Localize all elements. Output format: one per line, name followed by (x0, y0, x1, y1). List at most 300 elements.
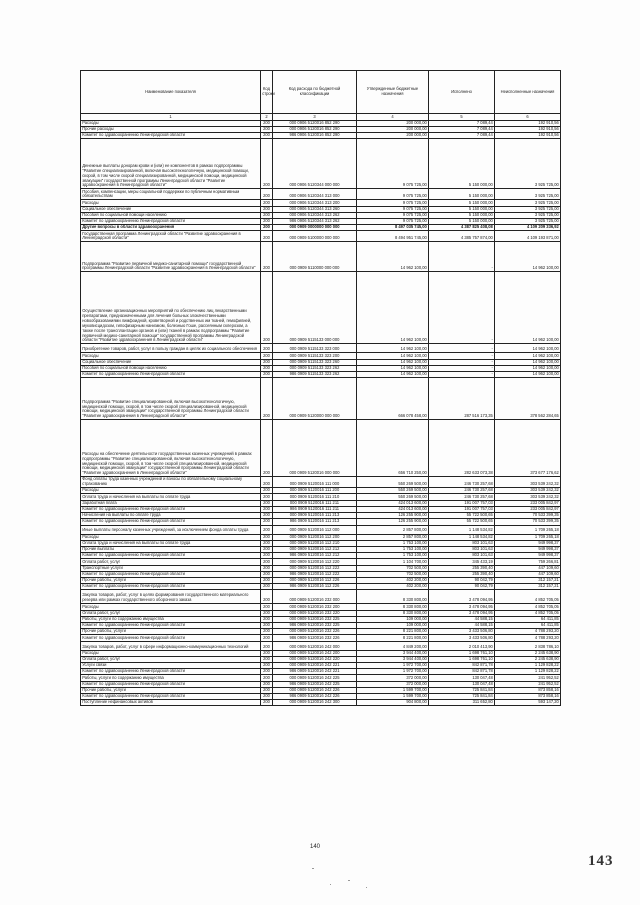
row-unexecuted-cell: 192 910,56 (495, 126, 561, 132)
row-budget-code-cell: 000 0909 5120016 111 211 (273, 500, 357, 506)
row-approved-cell: 550 269 500,00 (357, 494, 429, 500)
row-name-cell: Комитет по здравоохранению Ленинградской области (81, 133, 261, 139)
row-executed-cell: - (429, 272, 495, 344)
row-approved-cell: 109 000,00 (357, 622, 429, 628)
row-line-code-cell: 200 (261, 571, 273, 577)
row-unexecuted-cell: 14 962 100,00 (495, 372, 561, 378)
row-approved-cell: 8 330 800,00 (357, 604, 429, 610)
row-budget-code-cell: 000 0909 5120016 112 000 (273, 525, 357, 534)
row-approved-cell: 14 962 100,00 (357, 353, 429, 359)
row-line-code-cell: 200 (261, 378, 273, 420)
row-unexecuted-cell: 64 411,85 (495, 622, 561, 628)
row-executed-cell: 44 588,15 (429, 622, 495, 628)
row-executed-cell: 191 007 757,03 (429, 506, 495, 512)
row-unexecuted-cell: 1 129 828,22 (495, 669, 561, 675)
row-executed-cell: 3 478 094,95 (429, 590, 495, 604)
row-name-cell: Приобретение товаров, работ, услуг в пользу граждан в целях их социального обеспечения (81, 344, 261, 353)
row-executed-cell: - (429, 365, 495, 371)
row-executed-cell: 7 089,44 (429, 133, 495, 139)
row-unexecuted-cell: 4 852 705,05 (495, 604, 561, 610)
row-name-cell: Пособия, компенсации, меры социальной поддержки по публичным нормативным обязательствам (81, 189, 261, 200)
row-name-cell: Оплата труда и начисления на выплаты по оплате труда (81, 540, 261, 546)
row-unexecuted-cell: 447 109,60 (495, 565, 561, 571)
row-name-cell: Комитет по здравоохранению Ленинградской области (81, 681, 261, 687)
row-budget-code-cell: 000 0906 5120344 000 000 (273, 139, 357, 189)
table-row (81, 231, 561, 242)
row-approved-cell: 1 599 700,00 (357, 693, 429, 699)
row-budget-code-cell: 000 0909 5100000 000 000 (273, 231, 357, 242)
row-unexecuted-cell: 14 962 100,00 (495, 272, 561, 344)
row-name-cell: Расходы (81, 488, 261, 494)
row-unexecuted-cell: 14 962 100,00 (495, 365, 561, 371)
row-line-code-cell: 200 (261, 610, 273, 616)
table-row (81, 378, 561, 420)
row-executed-cell: 130 047,48 (429, 675, 495, 681)
row-line-code-cell: 200 (261, 139, 273, 189)
row-budget-code-cell: 000 0909 5120016 242 220 (273, 656, 357, 662)
row-executed-cell: 3 433 506,80 (429, 635, 495, 641)
row-name-cell: Заработная плата (81, 500, 261, 506)
row-line-code-cell: 200 (261, 372, 273, 378)
row-name-cell: Фонд оплаты труда казенных учреждений и взносы по обязательному социальному страхованию (81, 477, 261, 488)
row-executed-cell: 842 871,78 (429, 662, 495, 668)
row-approved-cell: 126 255 900,00 (357, 513, 429, 519)
row-approved-cell: 126 255 900,00 (357, 519, 429, 525)
row-executed-cell: 246 730 257,68 (429, 477, 495, 488)
row-unexecuted-cell: 3 925 725,00 (495, 219, 561, 225)
row-approved-cell: 1 753 100,00 (357, 546, 429, 552)
row-approved-cell: 550 269 500,00 (357, 488, 429, 494)
row-executed-cell: 1 148 534,82 (429, 525, 495, 534)
row-unexecuted-cell: 4 852 705,05 (495, 610, 561, 616)
row-executed-cell: 7 089,44 (429, 126, 495, 132)
row-name-cell: Комитет по здравоохранению Ленинградской области (81, 635, 261, 641)
row-budget-code-cell: 000 0909 5120016 112 222 (273, 565, 357, 571)
row-executed-cell: 1 698 761,10 (429, 650, 495, 656)
row-budget-code-cell: 000 0909 5120016 112 226 (273, 577, 357, 583)
row-executed-cell: - (429, 242, 495, 272)
table-row (81, 635, 561, 641)
row-line-code-cell: 200 (261, 206, 273, 212)
row-executed-cell: 803 101,63 (429, 553, 495, 559)
row-name-cell: Расходы (81, 200, 261, 206)
row-unexecuted-cell: 70 533 399,35 (495, 513, 561, 519)
row-name-cell: Комитет по здравоохранению Ленинградской области (81, 506, 261, 512)
row-budget-code-cell: 000 0909 5120016 242 225 (273, 675, 357, 681)
row-unexecuted-cell: 378 562 284,65 (495, 378, 561, 420)
row-budget-code-cell: 000 0909 5120016 242 000 (273, 641, 357, 650)
row-name-cell: Расходы (81, 534, 261, 540)
row-name-cell: Расходы (81, 353, 261, 359)
row-budget-code-cell: 000 0906 5120344 313 262 (273, 212, 357, 218)
row-approved-cell: 8 330 800,00 (357, 590, 429, 604)
row-line-code-cell: 200 (261, 656, 273, 662)
row-executed-cell: 7 089,44 (429, 120, 495, 126)
row-line-code-cell: 200 (261, 693, 273, 699)
row-unexecuted-cell: 1 709 265,18 (495, 525, 561, 534)
table-body (81, 120, 561, 706)
row-line-code-cell: 200 (261, 488, 273, 494)
row-budget-code-cell: 986 0909 5120016 111 213 (273, 519, 357, 525)
row-unexecuted-cell: 312 157,21 (495, 584, 561, 590)
row-budget-code-cell: 986 0909 5120016 111 211 (273, 506, 357, 512)
row-name-cell: Социальное обеспечение (81, 359, 261, 365)
row-line-code-cell: 200 (261, 650, 273, 656)
row-approved-cell: 200 000,00 (357, 120, 429, 126)
budget-table (80, 70, 561, 706)
row-unexecuted-cell: 4 109 209 336,92 (495, 225, 561, 231)
row-line-code-cell: 200 (261, 546, 273, 552)
row-approved-cell: 402 200,00 (357, 584, 429, 590)
table-header-row (81, 71, 561, 114)
row-name-cell: Комитет по здравоохранению Ленинградской области (81, 693, 261, 699)
page-number: 140 (310, 844, 321, 850)
row-budget-code-cell: 986 0909 5120016 242 221 (273, 669, 357, 675)
row-executed-cell: 803 101,63 (429, 546, 495, 552)
row-name-cell: Комитет по здравоохранению Ленинградской области (81, 372, 261, 378)
row-line-code-cell: 200 (261, 242, 273, 272)
row-executed-cell: - (429, 344, 495, 353)
row-line-code-cell: 200 (261, 559, 273, 565)
row-unexecuted-cell: 4 852 705,05 (495, 590, 561, 604)
row-line-code-cell: 200 (261, 519, 273, 525)
row-name-cell: Осуществление организационных мероприятий по обеспечению лиц лекарственными препаратами, предназначенными для лечения больных злокачественными новообразованиями лимфоидной, кроветворной и родственных им тканей, гемофилией, муковисцидозом, гипофизарным нанизмом, болезнью Гоше, рассеянным склерозом, а также после трансплантации органов и (или) тканей в рамках подпрограммы "Развитие первичной медико-санитарной помощи" государственной программы Ленинградской области "Развитие здравоохранения в Ленинградской области" (81, 272, 261, 344)
row-approved-cell: 9 075 725,00 (357, 219, 429, 225)
row-name-cell: Оплата работ, услуг (81, 559, 261, 565)
row-budget-code-cell: 000 0909 5120016 000 000 (273, 420, 357, 477)
row-name-cell: Комитет по здравоохранению Ленинградской области (81, 219, 261, 225)
row-name-cell: Пособия по социальной помощи населению (81, 212, 261, 218)
row-unexecuted-cell: 2 245 638,90 (495, 656, 561, 662)
row-unexecuted-cell: 2 838 786,10 (495, 641, 561, 650)
row-budget-code-cell: 000 0909 5120016 232 000 (273, 590, 357, 604)
row-line-code-cell: 200 (261, 120, 273, 126)
row-approved-cell: 424 013 600,00 (357, 500, 429, 506)
row-name-cell: Комитет по здравоохранению Ленинградской области (81, 571, 261, 577)
row-name-cell: Поступление нефинансовых активов (81, 700, 261, 706)
row-executed-cell: 90 042,79 (429, 577, 495, 583)
row-line-code-cell: 200 (261, 700, 273, 706)
row-budget-code-cell: 000 0909 5120016 232 225 (273, 616, 357, 622)
row-executed-cell: 3 433 506,80 (429, 629, 495, 635)
row-name-cell: Комитет по здравоохранению Ленинградской области (81, 669, 261, 675)
row-executed-cell: 842 871,78 (429, 669, 495, 675)
row-executed-cell: - (429, 359, 495, 365)
row-approved-cell: 9 075 725,00 (357, 200, 429, 206)
row-name-cell: Комитет по здравоохранению Ленинградской области (81, 553, 261, 559)
row-approved-cell: 904 800,00 (357, 700, 429, 706)
row-executed-cell: 5 150 000,00 (429, 189, 495, 200)
row-unexecuted-cell: 949 998,37 (495, 540, 561, 546)
row-unexecuted-cell: 303 539 242,32 (495, 494, 561, 500)
row-budget-code-cell: 000 0909 5120016 112 210 (273, 540, 357, 546)
header-line-code: Код строки (261, 71, 273, 114)
row-line-code-cell: 200 (261, 616, 273, 622)
row-budget-code-cell: 986 0909 5120016 242 225 (273, 681, 357, 687)
column-index: 4 (357, 114, 429, 120)
row-budget-code-cell: 986 0909 5120016 232 226 (273, 635, 357, 641)
row-executed-cell: 803 101,63 (429, 540, 495, 546)
row-name-cell: Закупка товаров, работ, услуг в целях формирования государственного материального резерва или рамках государственного оборонного заказа (81, 590, 261, 604)
row-budget-code-cell: 986 0909 5120016 112 212 (273, 553, 357, 559)
row-approved-cell: 666 078 458,00 (357, 378, 429, 420)
row-line-code-cell: 200 (261, 604, 273, 610)
row-line-code-cell: 200 (261, 219, 273, 225)
scan-speck (330, 884, 331, 885)
row-approved-cell: 200 000,00 (357, 126, 429, 132)
table-row (81, 641, 561, 650)
row-executed-cell: - (429, 372, 495, 378)
row-unexecuted-cell: 64 411,85 (495, 616, 561, 622)
row-budget-code-cell: 000 0909 5115133 323 260 (273, 359, 357, 365)
row-executed-cell: 282 633 073,38 (429, 420, 495, 477)
row-unexecuted-cell: 70 533 399,35 (495, 519, 561, 525)
row-name-cell: Оплата работ, услуг (81, 656, 261, 662)
row-unexecuted-cell: 14 962 100,00 (495, 359, 561, 365)
row-line-code-cell: 200 (261, 687, 273, 693)
row-line-code-cell: 200 (261, 622, 273, 628)
row-unexecuted-cell: 593 147,20 (495, 700, 561, 706)
row-unexecuted-cell: 873 858,16 (495, 687, 561, 693)
row-name-cell: Другие вопросы в области здравоохранения (81, 225, 261, 231)
row-budget-code-cell: 000 0909 5115133 323 262 (273, 365, 357, 371)
row-approved-cell: 1 972 700,00 (357, 662, 429, 668)
row-unexecuted-cell: 3 925 725,00 (495, 139, 561, 189)
row-budget-code-cell: 000 0906 5120344 313 200 (273, 200, 357, 206)
row-line-code-cell: 200 (261, 344, 273, 353)
archive-stamp-number: 143 (588, 853, 614, 869)
table-row (81, 525, 561, 534)
row-approved-cell: 14 962 100,00 (357, 344, 429, 353)
row-unexecuted-cell: 4 788 293,20 (495, 629, 561, 635)
row-budget-code-cell: 000 0909 5120016 112 200 (273, 534, 357, 540)
row-executed-cell: 345 433,19 (429, 559, 495, 565)
column-index: 3 (273, 114, 357, 120)
row-executed-cell: 4 385 757 874,00 (429, 231, 495, 242)
row-name-cell: Работы, услуги по содержанию имущества (81, 616, 261, 622)
row-approved-cell: 8 497 035 745,00 (357, 225, 429, 231)
row-approved-cell: 1 104 700,00 (357, 559, 429, 565)
row-approved-cell: 8 221 800,00 (357, 629, 429, 635)
row-budget-code-cell: 000 0909 5120016 112 220 (273, 559, 357, 565)
row-approved-cell: 8 494 951 745,00 (357, 231, 429, 242)
row-line-code-cell: 200 (261, 126, 273, 132)
row-approved-cell: 1 753 100,00 (357, 540, 429, 546)
row-approved-cell: 4 849 200,00 (357, 641, 429, 650)
row-line-code-cell: 200 (261, 353, 273, 359)
table-row (81, 189, 561, 200)
row-budget-code-cell: 000 0909 5120016 242 200 (273, 650, 357, 656)
row-unexecuted-cell: 14 962 100,00 (495, 242, 561, 272)
row-executed-cell: 246 730 257,68 (429, 494, 495, 500)
row-approved-cell: 1 599 700,00 (357, 687, 429, 693)
row-line-code-cell: 200 (261, 200, 273, 206)
row-unexecuted-cell: 241 952,52 (495, 675, 561, 681)
row-line-code-cell: 200 (261, 577, 273, 583)
row-name-cell: Оплата работ, услуг (81, 610, 261, 616)
row-name-cell: Подпрограмма "Развитие первичной медико-санитарной помощи" государственной программы Ленинградской области "Развитие здравоохранения в Ленинградской области" (81, 242, 261, 272)
row-budget-code-cell: 000 0909 5120016 232 200 (273, 604, 357, 610)
row-line-code-cell: 200 (261, 212, 273, 218)
table-row (81, 225, 561, 231)
row-approved-cell: 550 269 500,00 (357, 477, 429, 488)
row-executed-cell: - (429, 353, 495, 359)
row-unexecuted-cell: 4 788 293,20 (495, 635, 561, 641)
row-line-code-cell: 200 (261, 675, 273, 681)
row-unexecuted-cell: 447 109,60 (495, 571, 561, 577)
row-name-cell: Расходы (81, 120, 261, 126)
row-name-cell: Транспортные услуги (81, 565, 261, 571)
row-name-cell: Работы, услуги по содержанию имущества (81, 675, 261, 681)
header-budget-code: Код расхода по бюджетной классификации (273, 71, 357, 114)
row-executed-cell: 191 007 757,03 (429, 500, 495, 506)
row-unexecuted-cell: 233 005 842,97 (495, 506, 561, 512)
row-approved-cell: 1 972 700,00 (357, 669, 429, 675)
row-name-cell: Расходы на обеспечение деятельности государственных казенных учреждений в рамках подпрограммы "Развитие специализированной, включая высокотехнологичную, медицинской помощи, скорой, в том числе скорой специализированной, медицинской помощи, медицинской эвакуации" государственной программы Ленинградской области "Развитие здравоохранения в Ленинградской области" (81, 420, 261, 477)
row-budget-code-cell: 000 0906 5120016 852 290 (273, 126, 357, 132)
row-name-cell: Денежные выплаты донорам крови и (или) ее компонентов в рамках подпрограммы "Развитие специализированной, включая высокотехнологичную, медицинской помощи, скорой, в том числе скорой специализированной, медицинской помощи, медицинской эвакуации" государственной программы Ленинградской области "Развитие здравоохранения в Ленинградской области" (81, 139, 261, 189)
row-executed-cell: 55 722 500,65 (429, 513, 495, 519)
scan-speck (312, 868, 314, 869)
row-executed-cell: 725 841,84 (429, 687, 495, 693)
row-executed-cell: 255 390,40 (429, 565, 495, 571)
row-name-cell: Государственная программа Ленинградской области "Развитие здравоохранения в Ленинградской области" (81, 231, 261, 242)
row-executed-cell: 311 652,80 (429, 700, 495, 706)
row-budget-code-cell: 000 0909 5115133 000 000 (273, 272, 357, 344)
row-line-code-cell: 200 (261, 225, 273, 231)
row-line-code-cell: 200 (261, 231, 273, 242)
row-unexecuted-cell: 1 129 828,22 (495, 662, 561, 668)
row-budget-code-cell: 000 0909 5120016 112 212 (273, 546, 357, 552)
row-executed-cell: 5 150 000,00 (429, 212, 495, 218)
row-executed-cell: 246 730 257,68 (429, 488, 495, 494)
row-budget-code-cell: 000 0909 5110000 000 000 (273, 242, 357, 272)
row-budget-code-cell: 986 0909 5120016 232 225 (273, 622, 357, 628)
row-name-cell: Расходы (81, 650, 261, 656)
row-unexecuted-cell: 233 005 842,97 (495, 500, 561, 506)
table-row (81, 139, 561, 189)
row-unexecuted-cell: 241 952,52 (495, 681, 561, 687)
row-approved-cell: 9 075 725,00 (357, 139, 429, 189)
row-unexecuted-cell: 303 539 242,32 (495, 477, 561, 488)
row-line-code-cell: 200 (261, 629, 273, 635)
row-name-cell: Прочие расходы (81, 126, 261, 132)
table-row (81, 669, 561, 675)
row-name-cell: Пособия по социальной помощи населению (81, 365, 261, 371)
row-name-cell: Прочие работы, услуги (81, 687, 261, 693)
column-index: 5 (429, 114, 495, 120)
row-unexecuted-cell: 4 109 193 871,00 (495, 231, 561, 242)
row-line-code-cell: 200 (261, 420, 273, 477)
row-line-code-cell: 200 (261, 681, 273, 687)
row-budget-code-cell: 000 0909 0000000 000 000 (273, 225, 357, 231)
row-approved-cell: 372 000,00 (357, 675, 429, 681)
row-name-cell: Начисления на выплаты по оплате труда (81, 513, 261, 519)
header-executed: Исполнено (429, 71, 495, 114)
row-budget-code-cell: 000 0909 5115133 323 000 (273, 344, 357, 353)
row-line-code-cell: 200 (261, 513, 273, 519)
row-approved-cell: 9 075 725,00 (357, 189, 429, 200)
row-budget-code-cell: 000 0906 5120344 313 000 (273, 189, 357, 200)
row-name-cell: Социальное обеспечение (81, 206, 261, 212)
row-budget-code-cell: 000 0909 5115133 323 200 (273, 353, 357, 359)
row-line-code-cell: 200 (261, 494, 273, 500)
row-approved-cell: 372 000,00 (357, 681, 429, 687)
row-approved-cell: 3 944 400,00 (357, 656, 429, 662)
row-budget-code-cell: 000 0909 5120016 111 000 (273, 477, 357, 488)
row-name-cell: Прочие выплаты (81, 546, 261, 552)
header-name: Наименование показателя (81, 71, 261, 114)
row-budget-code-cell: 000 0906 5120016 852 290 (273, 120, 357, 126)
row-unexecuted-cell: 373 677 176,62 (495, 420, 561, 477)
row-executed-cell: 4 387 825 408,08 (429, 225, 495, 231)
row-approved-cell: 14 962 100,00 (357, 359, 429, 365)
row-executed-cell: 287 516 173,35 (429, 378, 495, 420)
table-row (81, 344, 561, 353)
row-executed-cell: 1 148 534,82 (429, 534, 495, 540)
row-line-code-cell: 200 (261, 272, 273, 344)
row-budget-code-cell: 000 0909 5120016 242 221 (273, 662, 357, 668)
row-budget-code-cell: 986 0909 5115133 323 262 (273, 372, 357, 378)
row-executed-cell: 5 150 000,00 (429, 219, 495, 225)
row-name-cell: Прочие работы, услуги (81, 577, 261, 583)
row-budget-code-cell: 986 0909 5120016 112 226 (273, 584, 357, 590)
row-name-cell: Комитет по здравоохранению Ленинградской области (81, 519, 261, 525)
row-unexecuted-cell: 312 157,21 (495, 577, 561, 583)
row-approved-cell: 14 962 100,00 (357, 272, 429, 344)
row-approved-cell: 402 200,00 (357, 577, 429, 583)
row-executed-cell: 1 698 761,10 (429, 656, 495, 662)
row-unexecuted-cell: 3 925 725,00 (495, 212, 561, 218)
row-approved-cell: 656 710 250,00 (357, 420, 429, 477)
table-row (81, 519, 561, 525)
row-name-cell: Услуги связи (81, 662, 261, 668)
row-line-code-cell: 200 (261, 553, 273, 559)
row-line-code-cell: 200 (261, 635, 273, 641)
row-line-code-cell: 200 (261, 477, 273, 488)
row-unexecuted-cell: 949 998,37 (495, 546, 561, 552)
row-name-cell: Иные выплаты персоналу казенных учреждений, за исключением фонда оплаты труда (81, 525, 261, 534)
scan-speck (348, 880, 350, 881)
row-budget-code-cell: 000 0909 5120016 232 226 (273, 629, 357, 635)
row-executed-cell: 3 478 094,95 (429, 610, 495, 616)
row-budget-code-cell: 000 0909 5120016 242 226 (273, 687, 357, 693)
row-executed-cell: 3 478 094,95 (429, 604, 495, 610)
row-budget-code-cell: 000 0909 5120000 000 000 (273, 378, 357, 420)
row-name-cell: Подпрограмма "Развитие специализированной, включая высокотехнологичную, медицинской помощи, скорой, в том числе скорой специализированной, медицинской помощи, медицинской эвакуации" государственной программы Ленинградской области "Развитие здравоохранения в Ленинградской области" (81, 378, 261, 420)
row-unexecuted-cell: 873 858,16 (495, 693, 561, 699)
column-index: 2 (261, 114, 273, 120)
row-budget-code-cell: 000 0906 5120344 313 260 (273, 206, 357, 212)
column-index: 6 (495, 114, 561, 120)
row-budget-code-cell: 986 0909 5120016 112 222 (273, 571, 357, 577)
row-unexecuted-cell: 14 962 100,00 (495, 344, 561, 353)
row-line-code-cell: 200 (261, 189, 273, 200)
row-name-cell: Комитет по здравоохранению Ленинградской области (81, 622, 261, 628)
table-row (81, 590, 561, 604)
row-budget-code-cell: 000 0909 5120016 232 220 (273, 610, 357, 616)
row-budget-code-cell: 000 0909 5120016 111 213 (273, 513, 357, 519)
row-name-cell: Расходы (81, 604, 261, 610)
row-executed-cell: 90 042,79 (429, 584, 495, 590)
row-line-code-cell: 200 (261, 590, 273, 604)
table-row (81, 133, 561, 139)
row-executed-cell: 5 150 000,00 (429, 139, 495, 189)
header-approved: Утвержденные бюджетные назначения (357, 71, 429, 114)
row-budget-code-cell: 000 0909 5120016 111 200 (273, 488, 357, 494)
row-line-code-cell: 200 (261, 525, 273, 534)
row-line-code-cell: 200 (261, 365, 273, 371)
